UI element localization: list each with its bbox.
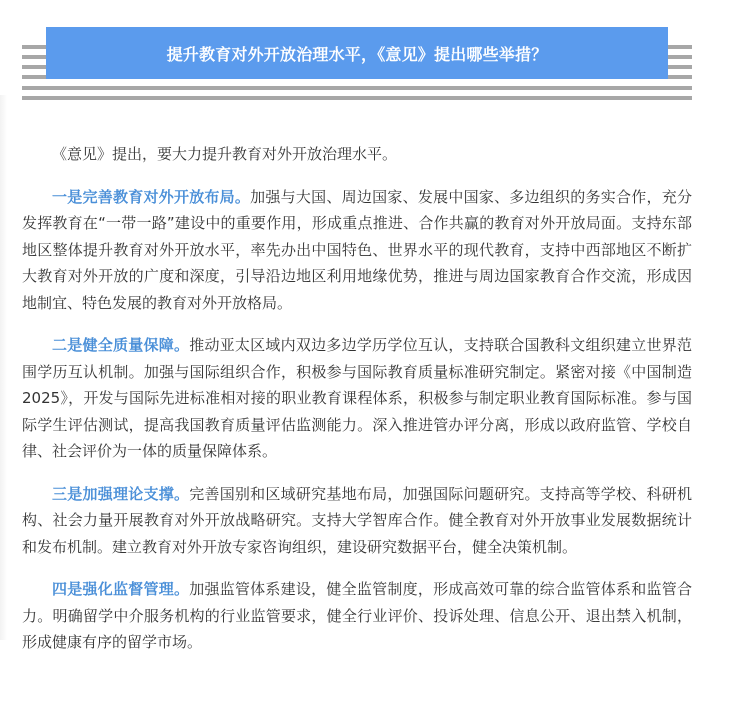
- measure-heading: 三是加强理论支撑。: [52, 484, 190, 503]
- article-body: [22, 141, 692, 672]
- header-stripe: [22, 86, 692, 90]
- measure-text: 完善国别和区域研究基地布局，加强国际问题研究。支持高等学校、科研机构、社会力量开展教育对外开放战略研究。支持大学智库合作。健全教育对外开放事业发展数据统计和发布机制。建立教育对外开放专家咨询组织，建设研究数据平台，健全决策机制。: [22, 484, 692, 556]
- measure-paragraph-2: [22, 332, 692, 465]
- measure-text: 推动亚太区域内双边多边学历学位互认，支持联合国教科文组织建立世界范围学历互认机制。加强与国际组织合作，积极参与国际教育质量标准研究制定。紧密对接《中国制造2025》，开发与国际先进标准相对接的职业教育课程体系，积极参与制定职业教育国际标准。参与国际学生评估测试，提高我国教育质量评估监测能力。深入推进管办评分离，形成以政府监管、学校自律、社会评价为一体的质量保障体系。: [22, 336, 692, 460]
- intro-paragraph: 《意见》提出，要大力提升教育对外开放治理水平。: [52, 145, 398, 163]
- title-banner: [46, 27, 668, 79]
- measure-text: 加强与大国、周边国家、发展中国家、多边组织的务实合作，充分发挥教育在“一带一路”建设中的重要作用，形成重点推进、合作共赢的教育对外开放局面。支持东部地区整体提升教育对外开放水平，率先办出中国特色、世界水平的现代教育，支持中西部地区不断扩大教育对外开放的广度和深度，引导沿边地区利用地缘优势，推进与周边国家教育合作交流，形成因地制宜、特色发展的教育对外开放格局。: [22, 187, 692, 312]
- measure-paragraph-3: [22, 481, 692, 561]
- measure-heading: 一是完善教育对外开放布局。: [52, 187, 251, 206]
- measure-paragraph-4: [22, 576, 692, 656]
- header-stripe: [22, 96, 692, 100]
- measure-text: 加强监管体系建设，健全监管制度，形成高效可靠的综合监管体系和监管合力。明确留学中介服务机构的行业监管要求，健全行业评价、投诉处理、信息公开、退出禁入机制，形成健康有序的留学市场。: [22, 580, 692, 651]
- measure-paragraph-1: [22, 184, 692, 317]
- left-edge-shadow: [0, 95, 7, 640]
- measure-heading: 四是强化监督管理。: [52, 580, 190, 598]
- page-title: 提升教育对外开放治理水平，《意见》提出哪些举措？: [166, 44, 548, 64]
- measure-heading: 二是健全质量保障。: [52, 336, 190, 354]
